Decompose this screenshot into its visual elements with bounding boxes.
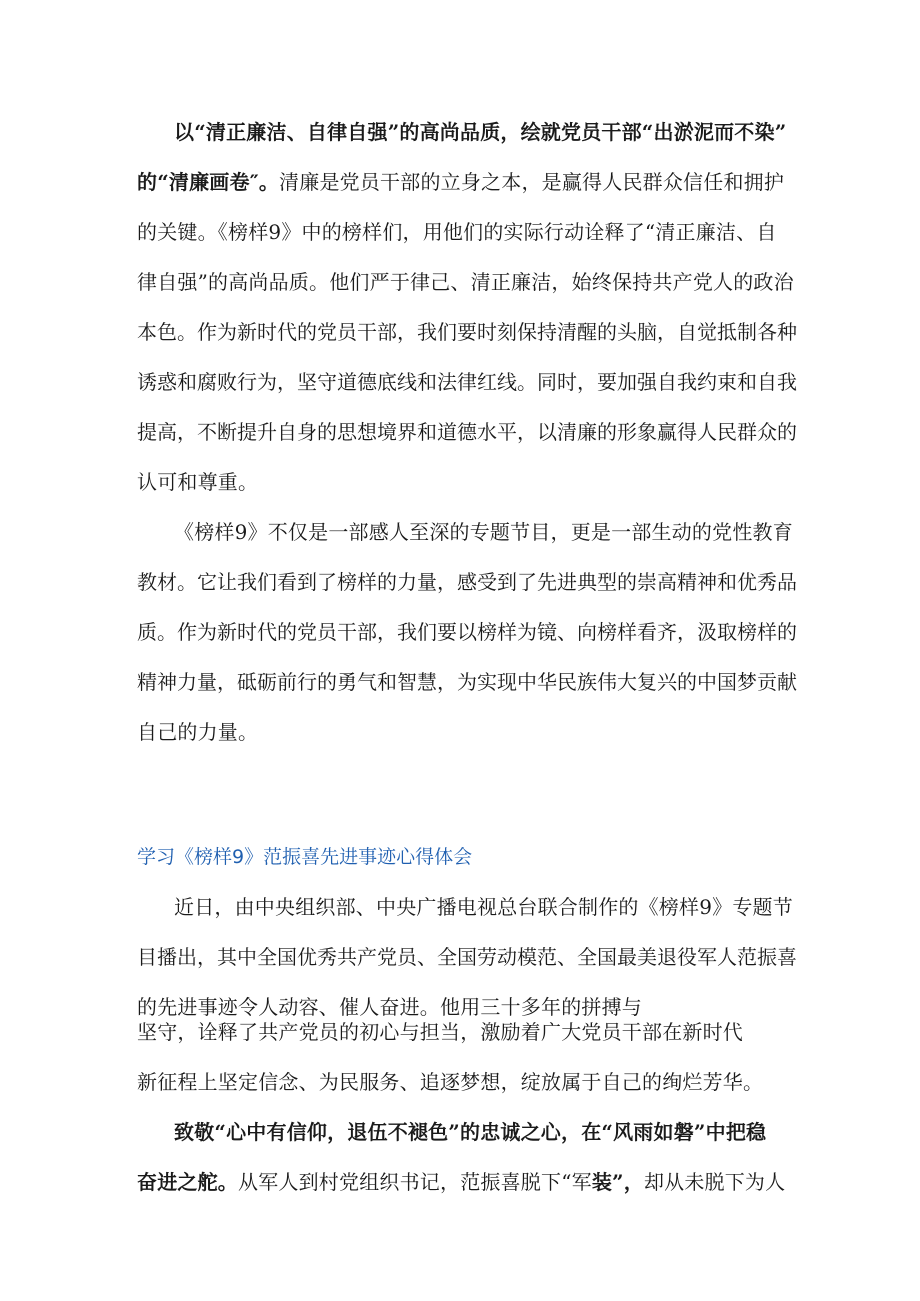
para4-text-b: 却从未脱下为人 (643, 1170, 786, 1194)
para3-line-5: 新征程上坚定信念、为民服务、追逐梦想，绽放属于自己的绚烂芳华。 (137, 1070, 764, 1094)
para2-line-2: 教材。它让我们看到了榜样的力量，感受到了先进典型的崇高精神和优秀品 (137, 570, 797, 594)
para3-line-3: 的先进事迹令人动容、催人奋进。他用三十多年的拼搏与 (137, 995, 642, 1019)
para2-line-4: 精神力量，砥砺前行的勇气和智慧，为实现中华民族伟大复兴的中国梦贡献 (137, 670, 797, 694)
para4-text-a: 从军人到村党组织书记，范振喜脱下“军 (238, 1170, 592, 1194)
para1-line-2-rest: 清廉是党员干部的立身之本，是赢得人民群众信任和拥护 (279, 170, 785, 194)
para1-line-1: 以“清正廉洁、自律自强”的高尚品质，绘就党员干部“出淤泥而不染” (174, 120, 787, 144)
para2-line-3: 质。作为新时代的党员干部，我们要以榜样为镜、向榜样看齐，汲取榜样的 (137, 620, 797, 644)
para3-line-4: 坚守，诠释了共产党员的初心与担当，激励着广大党员干部在新时代 (137, 1020, 743, 1044)
para1-line-5: 本色。作为新时代的党员干部，我们要时刻保持清醒的头脑，自觉抵制各种 (137, 320, 797, 344)
para3-line-2: 目播出，其中全国优秀共产党员、全国劳动模范、全国最美退役军人范振喜 (137, 945, 797, 969)
para2-line-5: 自己的力量。 (137, 720, 259, 744)
para1-bold-lead: 的“清廉画卷″。 (137, 170, 280, 194)
para4-line-1: 致敬“心中有信仰，退伍不褪色”的忠诚之心，在“风雨如磐”中把稳 (174, 1120, 767, 1144)
para1-line-8: 认可和尊重。 (137, 470, 259, 494)
section-heading: 学习《榜样9》范振喜先进事迹心得体会 (137, 846, 473, 868)
para1-line-6: 诱惑和腐败行为，坚守道德底线和法律红线。同时，要加强自我约束和自我 (137, 370, 797, 394)
para2-line-1: 《榜样9》不仅是一部感人至深的专题节目，更是一部生动的党性教育 (174, 520, 793, 544)
para1-line-2 (137, 170, 797, 194)
para4-bold-lead: 奋进之舵。 (137, 1170, 238, 1194)
para3-line-1: 近日，由中央组织部、中央广播电视总台联合制作的《榜样9》专题节 (174, 895, 793, 919)
para4-line-2 (137, 1170, 797, 1194)
para1-line-3: 的关键。《榜样9》中的榜样们，用他们的实际行动诠释了“清正廉洁、自 (137, 220, 777, 244)
para1-line-7: 提高，不断提升自身的思想境界和道德水平，以清廉的形象赢得人民群众的 (137, 420, 797, 444)
para1-line-4: 律自强”的高尚品质。他们严于律己、清正廉洁，始终保持共产党人的政治 (137, 270, 794, 294)
para4-bold-mid: 装”， (591, 1170, 644, 1194)
